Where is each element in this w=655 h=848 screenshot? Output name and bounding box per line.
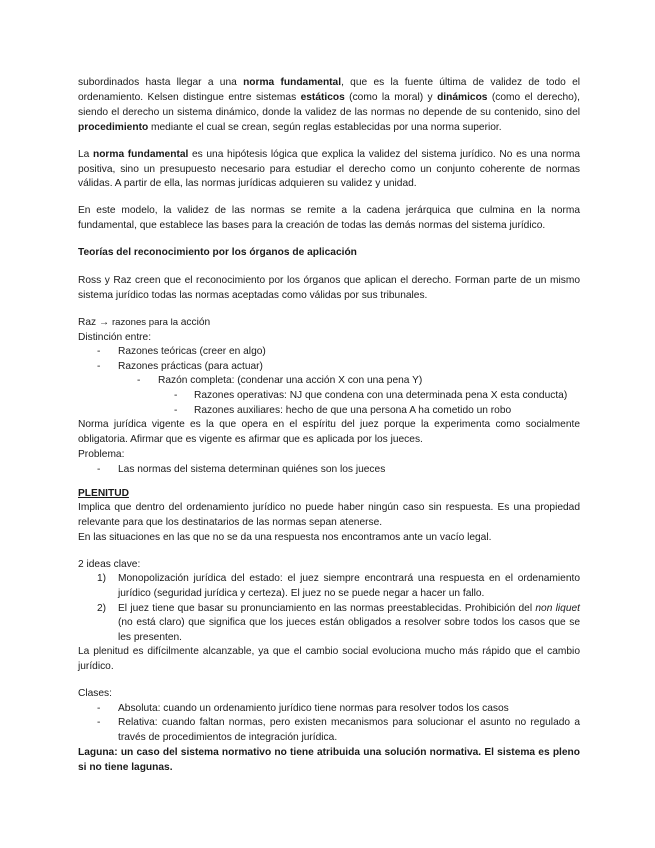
bold-term: dinámicos — [437, 91, 488, 103]
dash-bullet: - — [137, 375, 141, 387]
text: (como el derecho), siendo el derecho un sistema dinámico, donde la validez de las normas no depende de su contenido, sino del — [78, 91, 581, 118]
bold-term: norma fundamental — [92, 148, 189, 160]
text: El juez tiene que basar su pronunciamiento en las normas preestablecidas. Prohibición del — [118, 602, 536, 614]
spacer — [78, 477, 580, 487]
dash-bullet: - — [174, 404, 178, 416]
text: Relativa: cuando faltan normas, pero existen mecanismos para solucionar el asunto no regulado a través de procedimientos de integración jurídica. — [118, 717, 580, 743]
bold-term: norma fundamental — [243, 77, 342, 88]
text: (como la moral) y — [344, 91, 438, 103]
text: es una hipótesis lógica que explica la validez del sistema jurídico. No es una norma positiva, sino un presupuesto necesario para estudiar el derecho como un conjunto coherente de normas válidas. A partir de ella, las normas jurídicas adquieren su validez y unidad. — [78, 148, 580, 190]
problema-label: Problema: — [78, 448, 125, 460]
dash-bullet: - — [97, 360, 101, 372]
paragraph-modelo: En este modelo, la validez de las normas se remite a la cadena jerárquica que culmina en la norma fundamental, que establece las bases para la creación de todas las demás normas del sistema jurídico. — [78, 205, 580, 232]
list-item — [78, 463, 580, 478]
text: mediante el cual se crean, según reglas establecidas por una norma superior. — [148, 121, 502, 133]
number-marker: 2) — [97, 602, 107, 614]
paragraph-ross-raz: Ross y Raz creen que el reconocimiento por los órganos que aplican el derecho. Forman parte de un mismo sistema jurídico todas las normas aceptadas como válidas por sus tribunales. — [78, 275, 580, 302]
text: (no está claro) que significa que los jueces están obligados a resolver sobre todos los casos que se les presenten. — [118, 617, 580, 643]
text: subordinados hasta llegar a una — [78, 77, 244, 88]
text: Las normas del sistema determinan quiénes son los jueces — [118, 463, 386, 475]
text: La — [78, 148, 93, 160]
distincion-label: Distinción entre: — [78, 331, 152, 343]
paragraph-laguna: Laguna: un caso del sistema normativo no tiene atribuida una solución normativa. El sistema es pleno si no tiene lagunas. — [78, 746, 580, 773]
text: Raz → — [78, 316, 112, 328]
list-item — [78, 716, 580, 745]
italic-term: non liquet — [535, 602, 580, 614]
problema-list — [78, 463, 580, 478]
list-item — [78, 702, 580, 717]
text: acción — [180, 316, 211, 328]
raz-line — [78, 316, 580, 331]
clases-label: Clases: — [78, 688, 112, 700]
text: Monopolización jurídica del estado: el juez siempre encontrará una respuesta en el ordenamiento jurídico (seguridad jurídica y certeza). El juez no se puede negar a hacer un fallo. — [118, 573, 580, 600]
ideas-list — [78, 572, 580, 645]
distincion-list — [78, 345, 580, 418]
ideas-label: 2 ideas clave: — [78, 558, 141, 570]
text: Razones operativas: NJ que condena con una determinada pena X esta conducta) — [194, 389, 568, 401]
text: Razón completa: (condenar una acción X con una pena Y) — [158, 375, 423, 387]
list-item — [78, 404, 580, 419]
list-item — [78, 389, 580, 404]
paragraph-kelsen — [78, 76, 580, 136]
clases-list — [78, 702, 580, 746]
bold-term: procedimiento — [78, 121, 149, 133]
dash-bullet: - — [97, 346, 101, 358]
document-page — [78, 76, 580, 787]
text: Razones prácticas (para actuar) — [118, 360, 263, 372]
paragraph-vacio-legal: En las situaciones en las que no se da una respuesta nos encontramos ante un vacío legal. — [78, 531, 492, 543]
list-item — [78, 345, 580, 360]
paragraph-plenitud: Implica que dentro del ordenamiento jurídico no puede haber ningún caso sin respuesta. Es una propiedad relevante para que los destinatarios de las normas sepan atenerse. — [78, 502, 580, 529]
dash-bullet: - — [174, 389, 178, 401]
paragraph-plenitud-alcanzable: La plenitud es difícilmente alcanzable, ya que el cambio social evoluciona mucho más rápido que el cambio jurídico. — [78, 646, 580, 673]
text: Razones auxiliares: hecho de que una persona A ha cometido un robo — [194, 404, 512, 416]
list-item — [78, 572, 580, 601]
text: razones para la — [111, 316, 181, 328]
heading-plenitud: PLENITUD — [78, 488, 129, 500]
bold-term: estáticos — [300, 91, 345, 103]
number-marker: 1) — [97, 573, 107, 585]
dash-bullet: - — [97, 463, 101, 475]
list-item — [78, 360, 580, 375]
text: , que es la fuente última de validez de todo el ordenamiento. Kelsen distingue entre sistemas — [78, 77, 581, 103]
list-item — [78, 374, 580, 389]
dash-bullet: - — [97, 717, 101, 729]
heading-teorias: Teorías del reconocimiento por los órganos de aplicación — [78, 247, 357, 259]
text: Absoluta: cuando un ordenamiento jurídico tiene normas para resolver todos los casos — [118, 702, 509, 714]
text: Razones teóricas (creer en algo) — [118, 346, 266, 358]
dash-bullet: - — [97, 702, 101, 714]
list-item — [78, 602, 580, 646]
paragraph-norma-vigente: Norma jurídica vigente es la que opera en el espíritu del juez porque la experimenta como socialmente obligatoria. Afirmar que es vigente es afirmar que es aplicada por los jueces. — [78, 419, 580, 446]
paragraph-norma-fundamental — [78, 148, 580, 193]
